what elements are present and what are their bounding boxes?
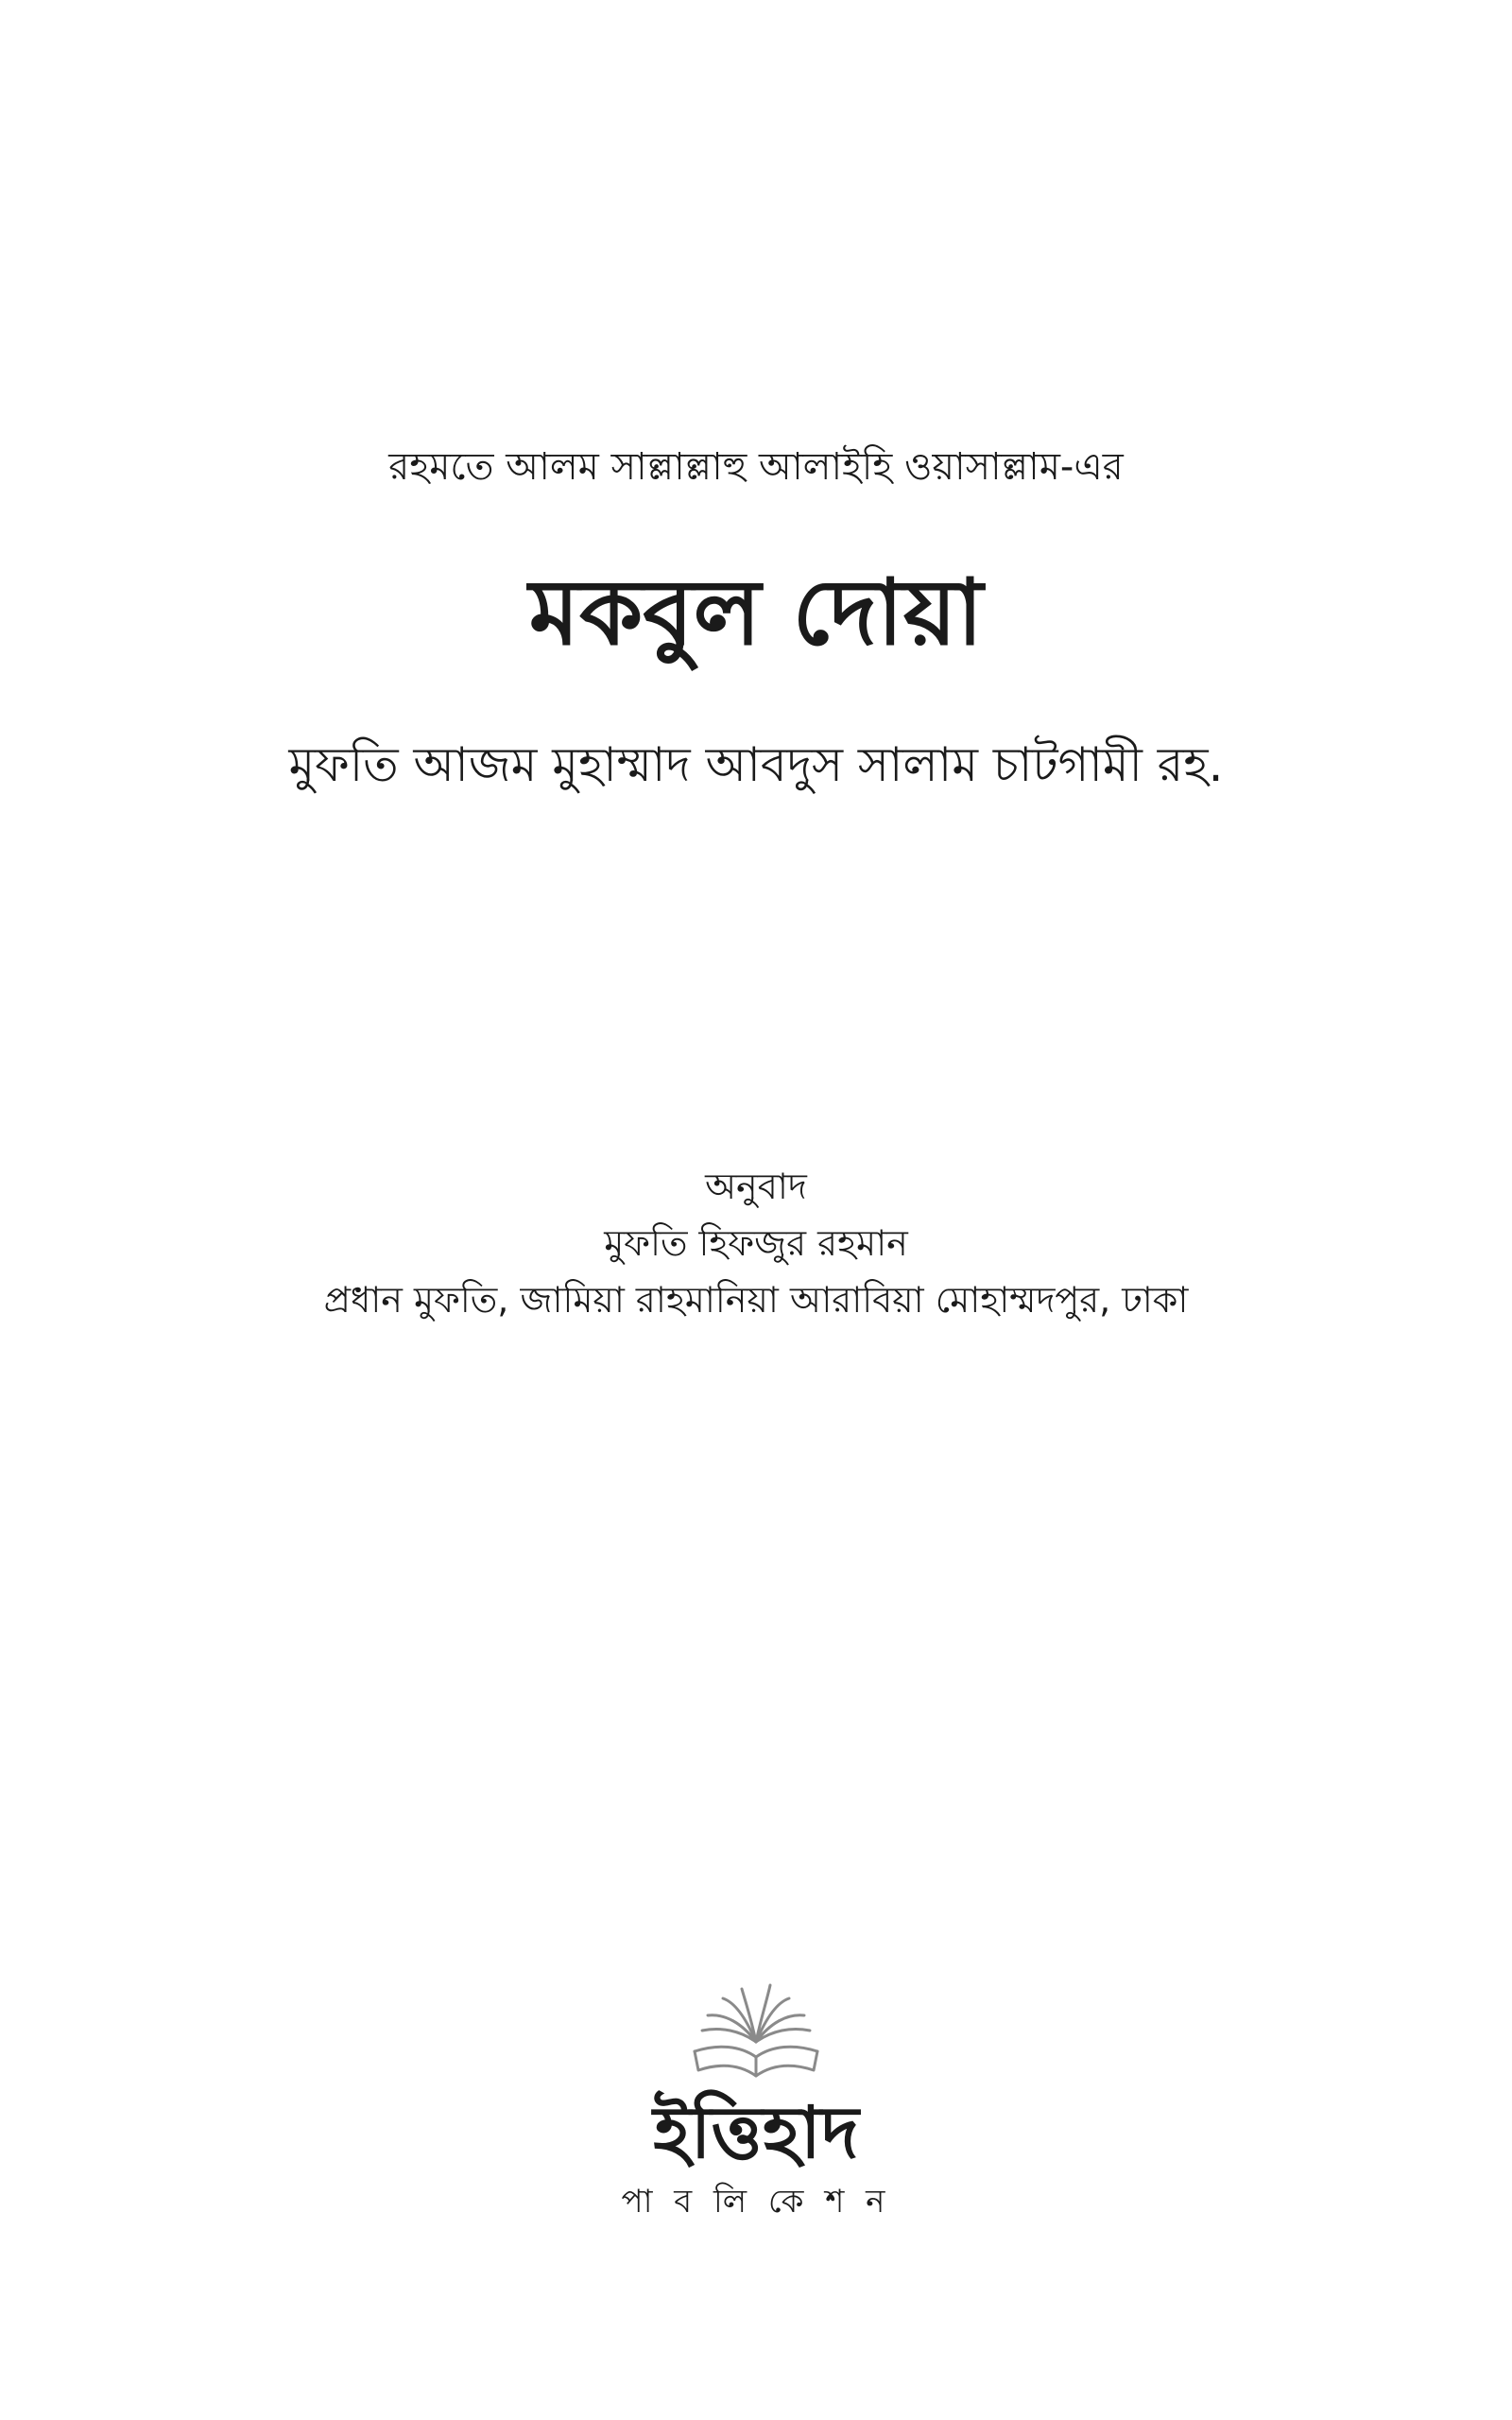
translator-description: প্রধান মুফতি, জামিয়া রাহমানিয়া আরাবিয়া মোহাম্মদপুর, ঢাকা xyxy=(323,1279,1189,1321)
book-title: মকবুল দোয়া xyxy=(528,560,984,666)
publisher-subtitle: পা ব লি কে শ ন xyxy=(621,2183,891,2221)
translator-name: মুফতি হিফজুর রহমান xyxy=(604,1222,908,1264)
publisher-name: ইত্তিহাদ xyxy=(653,2090,859,2174)
book-subtitle: রহমতে আলম সাল্লাল্লাহু আলাইহি ওয়াসাল্লাম-এর xyxy=(388,445,1124,489)
book-author: মুফতি আজম মুহাম্মাদ আবদুস সালাম চাটগামী রহ. xyxy=(288,737,1224,792)
translation-label: অনুবাদ xyxy=(705,1166,807,1207)
open-book-icon xyxy=(685,1976,827,2089)
publisher-logo xyxy=(605,1976,907,2231)
